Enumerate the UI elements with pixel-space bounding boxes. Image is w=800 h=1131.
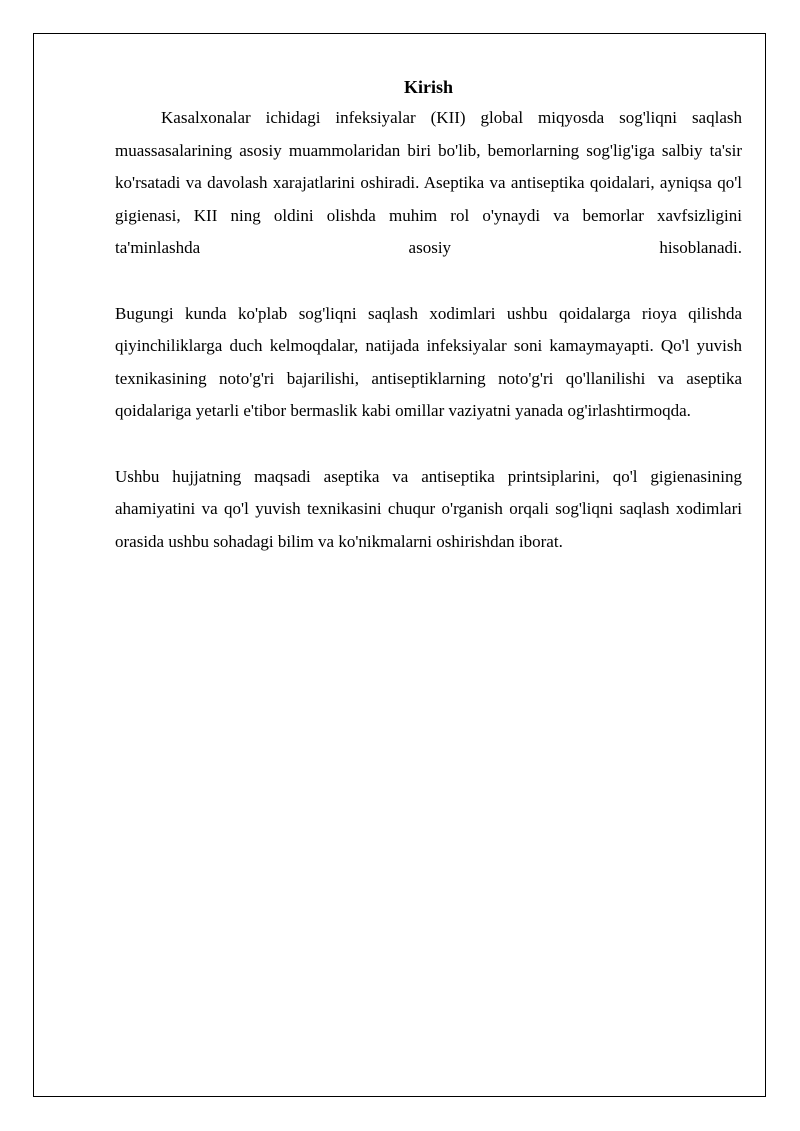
paragraph-purpose: Ushbu hujjatning maqsadi aseptika va antiseptika printsiplarini, qo'l gigienasining ahamiyatini va qo'l yuvish texnikasini chuqur o'rganish orqali sog'liqni saqlash xodimlari orasida ushbu sohadagi bilim va ko'nikmalarni oshirishdan iborat.: [115, 466, 742, 551]
document-title: Kirish: [403, 77, 453, 97]
paragraph-spacer: [115, 265, 742, 298]
paragraph-spacer: [115, 428, 742, 461]
document-body: [115, 72, 742, 558]
paragraph-problem: Bugungi kunda ko'plab sog'liqni saqlash xodimlari ushbu qoidalarga rioya qilishda qiyinchiliklarga duch kelmoqdalar, natijada infeksiyalar soni kamaymayapti. Qo'l yuvish texnikasining noto'g'ri bajarilishi, antiseptiklarning noto'g'ri qo'llanilishi va aseptika qoidalariga yetarli e'tibor bermaslik kabi omillar vaziyatni yanada og'irlashtirmoqda.: [115, 303, 742, 421]
paragraph-intro: Kasalxonalar ichidagi infeksiyalar (KII) global miqyosda sog'liqni saqlash muassasalarining asosiy muammolaridan biri bo'lib, bemorlarning sog'lig'iga salbiy ta'sir ko'rsatadi va davolash xarajatlarini oshiradi. Aseptika va antiseptika qoidalari, ayniqsa qo'l gigienasi, KII ning oldini olishda muhim rol o'ynaydi va bemorlar xavfsizligini ta'minlashda asosiy hisoblanadi.: [115, 108, 742, 258]
